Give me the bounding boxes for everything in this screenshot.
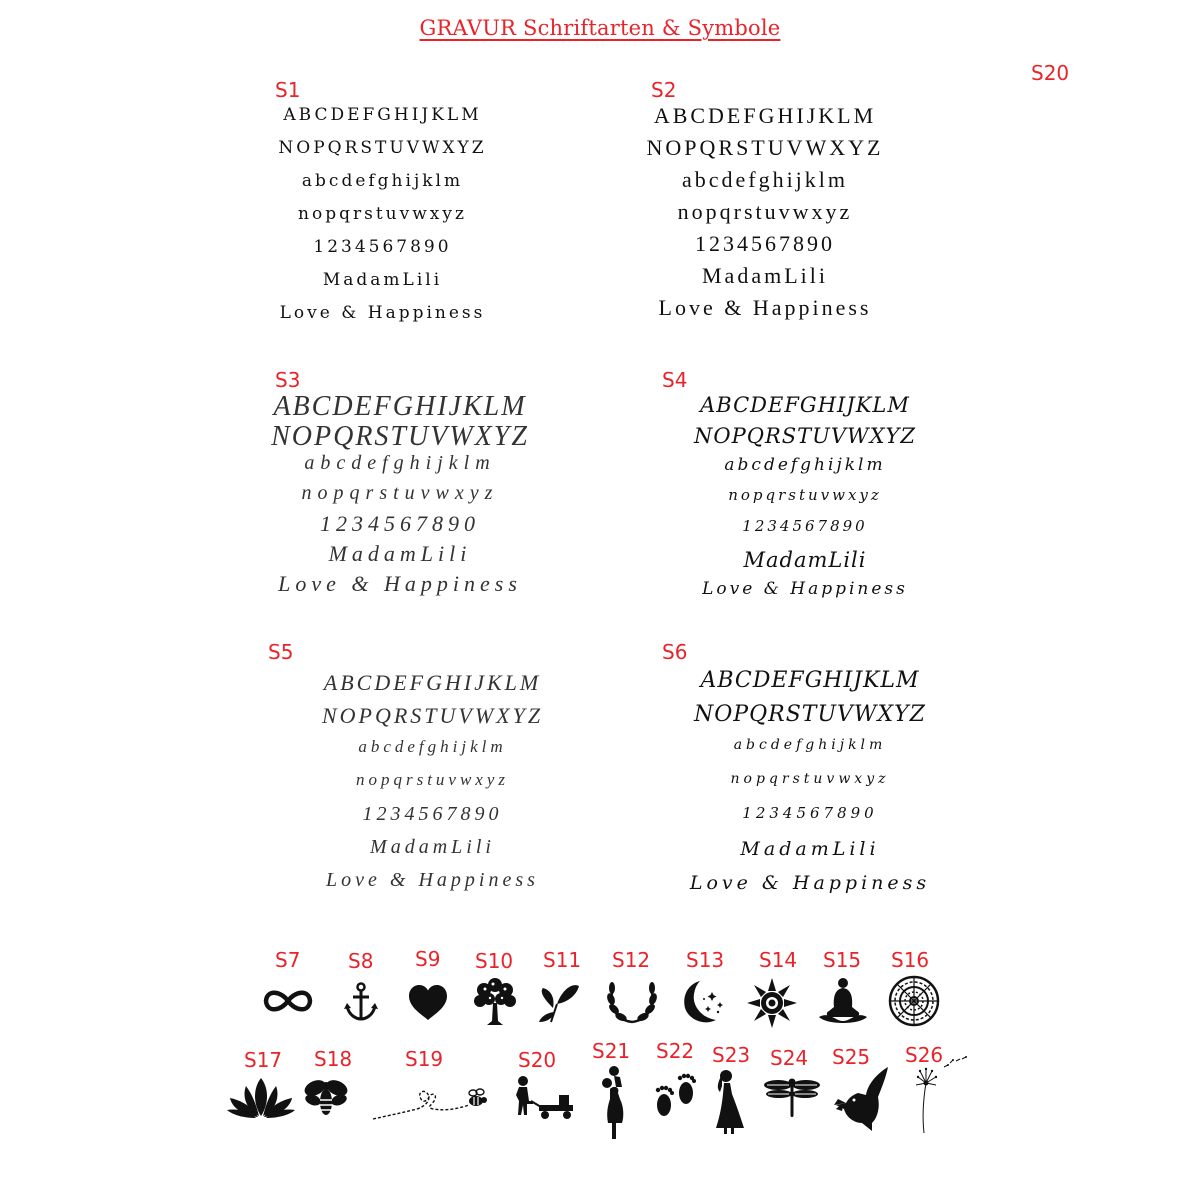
font-sample-s6 bbox=[640, 670, 980, 908]
sample-line: 1234567890 bbox=[362, 803, 503, 825]
font-label-s1: S1 bbox=[275, 78, 301, 102]
baby-feet-icon bbox=[652, 1073, 700, 1119]
sample-line: 1234567890 bbox=[742, 517, 868, 535]
sample-line: Love & Happiness bbox=[658, 295, 872, 320]
heart-icon bbox=[407, 984, 449, 1022]
font-sample-s2 bbox=[610, 105, 920, 329]
sample-line: nopqrstuvwxyz bbox=[728, 486, 882, 504]
dandelion-icon bbox=[910, 1055, 972, 1135]
mandala-icon bbox=[888, 975, 940, 1027]
sample-line: ABCDEFGHIJKLM bbox=[283, 105, 482, 125]
sample-line: MadamLili bbox=[743, 548, 867, 572]
symbol-label-s7: S7 bbox=[275, 948, 301, 972]
anchor-icon bbox=[343, 982, 379, 1022]
symbol-label-s13: S13 bbox=[686, 948, 725, 972]
corner-label: S20 bbox=[1031, 61, 1070, 85]
symbol-label-s17: S17 bbox=[244, 1048, 283, 1072]
dove-icon bbox=[832, 1065, 892, 1133]
sample-line: NOPQRSTUVWXYZ bbox=[271, 421, 529, 452]
symbol-label-s15: S15 bbox=[823, 948, 862, 972]
sample-line: abcdefghijklm bbox=[304, 452, 496, 474]
sample-line: ABCDEFGHIJKLM bbox=[273, 391, 527, 422]
sample-line: abcdefghijklm bbox=[681, 167, 849, 192]
sample-line: abcdefghijklm bbox=[733, 737, 887, 753]
sample-line: nopqrstuvwxyz bbox=[355, 770, 510, 789]
sample-line: MadamLili bbox=[322, 270, 443, 290]
symbol-label-s14: S14 bbox=[759, 948, 798, 972]
font-sample-s5 bbox=[245, 672, 620, 903]
sample-line: 1234567890 bbox=[695, 231, 835, 256]
sample-line: Love & Happiness bbox=[689, 872, 931, 894]
heart-trail-bee-icon bbox=[371, 1085, 495, 1121]
sample-line: NOPQRSTUVWXYZ bbox=[646, 135, 884, 160]
symbol-label-s11: S11 bbox=[543, 948, 582, 972]
sample-line: ABCDEFGHIJKLM bbox=[700, 668, 920, 693]
sample-line: nopqrstuvwxyz bbox=[730, 771, 890, 787]
font-sample-s3 bbox=[240, 393, 560, 603]
sample-line: ABCDEFGHIJKLM bbox=[323, 670, 542, 695]
symbol-label-s26: S26 bbox=[905, 1043, 944, 1067]
bee-icon bbox=[303, 1078, 349, 1118]
sample-line: NOPQRSTUVWXYZ bbox=[321, 703, 544, 728]
sample-line: Love & Happiness bbox=[326, 869, 539, 891]
symbol-label-s12: S12 bbox=[612, 948, 651, 972]
ginkgo-icon bbox=[535, 978, 581, 1024]
moon-stars-icon bbox=[680, 978, 728, 1026]
sample-line: abcdefghijklm bbox=[724, 455, 886, 475]
boy-wagon-icon bbox=[511, 1075, 581, 1121]
sample-line: MadamLili bbox=[702, 263, 828, 288]
sample-line: nopqrstuvwxyz bbox=[298, 204, 467, 224]
font-sample-s1 bbox=[230, 107, 535, 338]
font-label-s2: S2 bbox=[651, 78, 677, 102]
sample-line: Love & Happiness bbox=[702, 579, 908, 599]
sun-icon bbox=[746, 977, 798, 1029]
font-label-s3: S3 bbox=[275, 368, 301, 392]
sample-line: Love & Happiness bbox=[278, 571, 522, 596]
symbol-label-s18: S18 bbox=[314, 1047, 353, 1071]
font-label-s4: S4 bbox=[662, 368, 688, 392]
sample-line: MadamLili bbox=[328, 541, 472, 566]
font-sample-s4 bbox=[640, 395, 970, 612]
sample-line: Love & Happiness bbox=[279, 303, 486, 323]
symbol-label-s9: S9 bbox=[415, 947, 441, 971]
symbol-label-s24: S24 bbox=[770, 1046, 809, 1070]
symbol-label-s8: S8 bbox=[348, 949, 374, 973]
symbol-label-s16: S16 bbox=[891, 948, 930, 972]
sample-line: MadamLili bbox=[370, 836, 495, 858]
sample-line: ABCDEFGHIJKLM bbox=[700, 393, 910, 417]
tree-icon bbox=[473, 977, 517, 1027]
dragonfly-icon bbox=[763, 1077, 821, 1117]
buddha-icon bbox=[815, 977, 871, 1025]
sample-line: MadamLili bbox=[740, 838, 880, 860]
font-label-s5: S5 bbox=[268, 640, 294, 664]
symbol-label-s19: S19 bbox=[405, 1047, 444, 1071]
mother-child-icon bbox=[598, 1065, 632, 1141]
sample-line: 1234567890 bbox=[313, 237, 452, 257]
sample-line: abcdefghijklm bbox=[301, 171, 464, 191]
sample-line: NOPQRSTUVWXYZ bbox=[694, 424, 916, 448]
page-title: GRAVUR Schriftarten & Symbole bbox=[419, 16, 781, 40]
symbol-label-s22: S22 bbox=[656, 1039, 695, 1063]
girl-icon bbox=[712, 1068, 746, 1134]
symbol-label-s10: S10 bbox=[475, 949, 514, 973]
lotus-icon bbox=[226, 1076, 296, 1118]
sample-line: nopqrstuvwxyz bbox=[301, 482, 499, 504]
symbol-label-s20: S20 bbox=[518, 1048, 557, 1072]
symbol-label-s21: S21 bbox=[592, 1039, 631, 1063]
symbol-label-s23: S23 bbox=[712, 1043, 751, 1067]
sample-line: ABCDEFGHIJKLM bbox=[653, 103, 877, 128]
sample-line: NOPQRSTUVWXYZ bbox=[278, 138, 487, 158]
sample-line: 1234567890 bbox=[320, 511, 480, 536]
sample-line: 1234567890 bbox=[742, 804, 878, 822]
symbol-label-s25: S25 bbox=[832, 1045, 871, 1069]
laurel-wreath-icon bbox=[606, 980, 658, 1026]
sample-line: NOPQRSTUVWXYZ bbox=[694, 702, 926, 727]
font-label-s6: S6 bbox=[662, 640, 688, 664]
infinity-icon bbox=[261, 985, 315, 1017]
sample-line: abcdefghijklm bbox=[358, 737, 507, 756]
sample-line: nopqrstuvwxyz bbox=[677, 199, 853, 224]
